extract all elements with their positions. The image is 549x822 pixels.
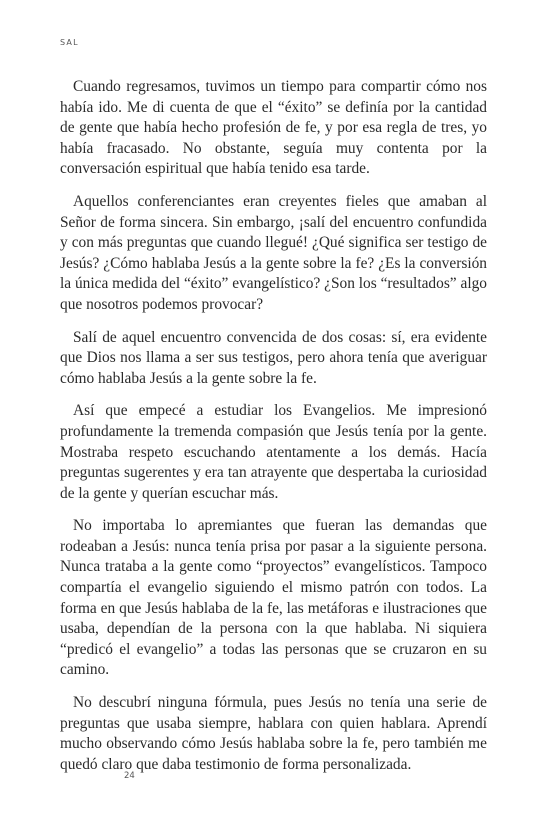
body-text xyxy=(60,77,487,787)
paragraph: Salí de aquel encuentro convencida de dos cosas: sí, era evidente que Dios nos llama a ser sus testigos, pero ahora tenía que averiguar cómo hablaba Jesús a la gente sobre la fe. xyxy=(60,328,487,387)
paragraph: No descubrí ninguna fórmula, pues Jesús no tenía una serie de preguntas que usaba siempre, hablara con quien hablara. Aprendí mucho observando cómo Jesús hablaba sobre la fe, pero también me quedó claro que daba testimonio de forma personalizada. xyxy=(60,694,487,773)
paragraph: No importaba lo apremiantes que fueran las demandas que rodeaban a Jesús: nunca tenía prisa por pasar a la siguiente persona. Nunca trataba a la gente como “proyectos” evangelísticos. Tampoco compartía el evangelio siguiendo el mismo patrón con todos. La forma en que Jesús hablaba de la fe, las metáforas e ilustraciones que usaba, dependían de la persona con la que hablaba. Ni siquiera “predicó el evangelio” a todas las personas que se cruzaron en su camino. xyxy=(60,517,487,679)
paragraph: Así que empecé a estudiar los Evangelios. Me impresionó profundamente la tremenda compasión que Jesús tenía por la gente. Mostraba respeto escuchando atentamente a los demás. Hacía preguntas sugerentes y era tan atrayente que despertaba la curiosidad de la gente y querían escuchar más. xyxy=(60,402,487,502)
running-head: SAL xyxy=(60,38,79,47)
paragraph: Cuando regresamos, tuvimos un tiempo para compartir cómo nos había ido. Me di cuenta de que el “éxito” se definía por la cantidad de gente que había hecho profesión de fe, y por esa regla de tres, yo había fracasado. No obstante, seguía muy contenta por la conversación espiritual que había tenido esa tarde. xyxy=(60,78,487,178)
paragraph: Aquellos conferenciantes eran creyentes fieles que amaban al Señor de forma sincera. Sin embargo, ¡salí del encuentro confundida y con más preguntas que cuando llegué! ¿Qué significa ser testigo de Jesús? ¿Cómo hablaba Jesús a la gente sobre la fe? ¿Es la conversión la única medida del “éxito” evangelístico? ¿Son los “resultados” algo que nosotros podemos provocar? xyxy=(60,192,487,313)
page-number: 24 xyxy=(124,771,135,781)
